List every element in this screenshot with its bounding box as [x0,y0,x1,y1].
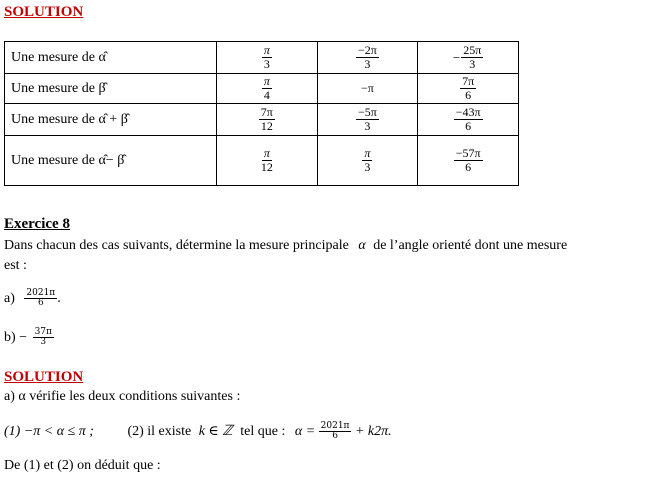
exercise-title: Exercice 8 [4,216,70,232]
table-row [5,104,519,136]
fraction-numerator: −43π [455,105,481,120]
cell [418,104,519,136]
angle-measures-table [4,41,519,186]
solution-heading-1: SOLUTION [4,4,84,20]
fraction-denominator: 12 [260,160,273,174]
statement-text-cont: de l’angle orienté dont une mesure [373,238,568,253]
table-row [5,74,519,104]
item-b [4,328,54,348]
table-row [5,42,519,74]
fraction-denominator: 3 [40,337,47,348]
minus-sign: − [452,49,461,65]
exercise-statement-line1 [4,238,567,254]
fraction-numerator: π [364,146,371,161]
fraction-numerator: 37π [34,327,52,337]
fraction-numerator: −57π [455,146,481,161]
fraction-numerator: π [263,146,270,161]
fraction-denominator: 3 [364,160,371,174]
condition-2-alpha: α = [294,424,316,440]
cell [217,42,318,74]
fraction-denominator: 3 [469,57,476,71]
fraction-numerator: 7π [260,105,273,120]
condition-2-k: k ∈ ℤ [198,424,233,440]
fraction-numerator: 2021π [26,288,56,298]
row-label: Une mesure de α̂ [5,42,217,74]
row-label: Une mesure de β̂ [5,74,217,104]
fraction-denominator: 6 [332,431,338,442]
fraction-denominator: 3 [364,57,371,71]
cell [317,42,418,74]
cell-value: −π [361,80,374,95]
item-a-suffix: . [57,291,61,307]
table-row [5,136,519,186]
fraction-denominator: 6 [465,88,472,102]
exercise-statement-line2: est : [4,258,27,273]
cell [418,42,519,74]
condition-2-prefix: (2) il existe [127,424,192,440]
solution-line-a: a) α vérifie les deux conditions suivantes : [4,389,241,404]
fraction-denominator: 3 [364,119,371,133]
solution-heading-2: SOLUTION [4,369,84,385]
condition-1: (1) −π < α ≤ π ; [4,424,94,440]
fraction-denominator: 4 [263,88,270,102]
alpha-symbol: α [358,238,366,253]
conditions-line [4,422,392,442]
item-a-label: a) [4,291,15,307]
cell [217,136,318,186]
fraction-numerator: −5π [358,105,377,120]
row-label: Une mesure de α̂− β̂ [5,136,217,186]
fraction-numerator: π [263,74,270,89]
fraction-denominator: 6 [465,160,472,174]
cell [317,104,418,136]
row-label: Une mesure de α̂ + β̂ [5,104,217,136]
deduction-line: De (1) et (2) on déduit que : [4,458,161,473]
fraction-numerator: π [263,43,270,58]
item-a [4,289,61,309]
cell [317,74,418,104]
fraction-denominator: 6 [465,119,472,133]
fraction-numerator: 2021π [320,421,350,431]
condition-2-suffix: + k2π. [354,424,392,440]
cell [418,74,519,104]
fraction-denominator: 12 [260,119,273,133]
statement-text: Dans chacun des cas suivants, détermine la mesure principale [4,238,349,253]
cell [217,74,318,104]
fraction-numerator: −2π [358,43,377,58]
cell [418,136,519,186]
fraction-denominator: 3 [263,57,270,71]
fraction-numerator: 7π [462,74,475,89]
cell [317,136,418,186]
item-b-label: b) − [4,330,28,346]
fraction-numerator: 25π [463,43,482,58]
fraction-denominator: 6 [37,298,44,309]
condition-2-mid: tel que : [240,424,286,440]
cell [217,104,318,136]
